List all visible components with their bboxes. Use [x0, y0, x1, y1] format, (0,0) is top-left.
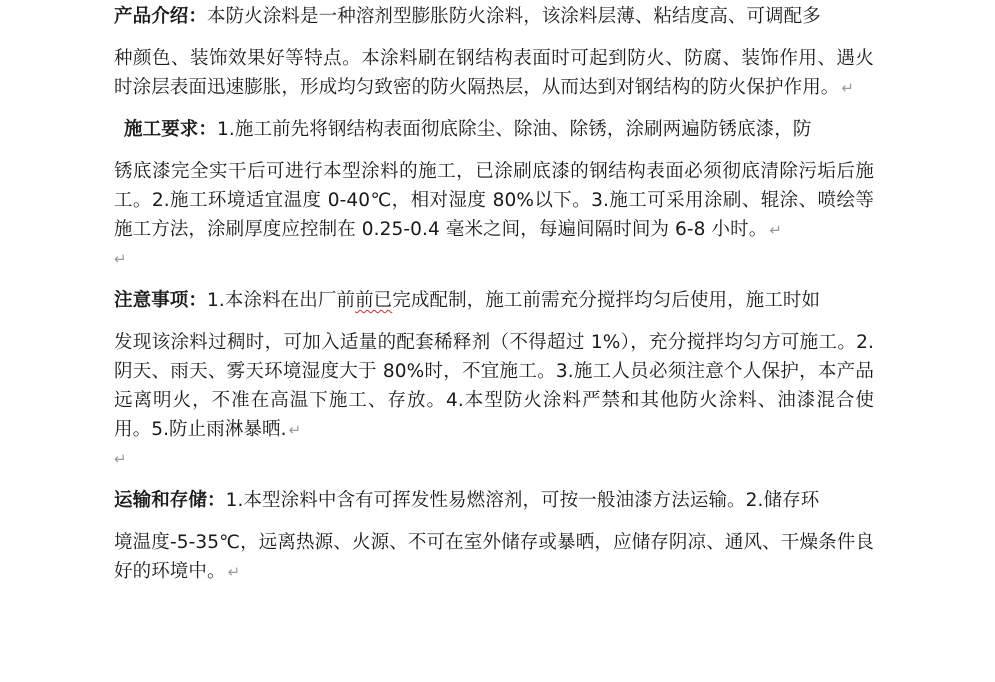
construction-heading: 施工要求：	[124, 119, 218, 140]
paragraph-construction[interactable]	[114, 115, 874, 245]
intro-heading: 产品介绍：	[114, 6, 208, 27]
paragraph-storage[interactable]	[114, 486, 874, 587]
construction-line1: 1.施工前先将钢结构表面彻底除尘、除油、除锈，涂刷两遍防锈底漆，防	[217, 119, 812, 140]
paragraph-intro[interactable]	[114, 2, 874, 103]
notes-heading: 注意事项：	[114, 290, 208, 311]
construction-first-line	[114, 115, 874, 144]
storage-heading: 运输和存储：	[114, 490, 226, 511]
intro-line1: 本防火涂料是一种溶剂型膨胀防火涂料，该涂料层薄、粘结度高、可调配多	[207, 6, 821, 27]
empty-paragraph[interactable]	[114, 445, 874, 474]
storage-body: 境温度-5-35℃，远离热源、火源、不可在室外储存或暴晒，应储存阴凉、通风、干燥条件良好的环境中。	[114, 532, 874, 582]
notes-line1-a: 1.本涂料在出厂前	[207, 290, 356, 311]
storage-line1: 1.本型涂料中含有可挥发性易燃溶剂，可按一般油漆方法运输。2.储存环	[225, 490, 820, 511]
empty-paragraph[interactable]	[114, 245, 874, 274]
storage-first-line	[114, 486, 874, 515]
spelling-error-mark[interactable]: 前已	[355, 290, 393, 311]
paragraph-notes[interactable]	[114, 286, 874, 445]
paragraph-mark-icon: ↵	[769, 221, 783, 239]
intro-first-line	[114, 2, 874, 31]
notes-first-line	[114, 286, 874, 315]
paragraph-mark-icon: ↵	[114, 250, 127, 268]
document-page	[114, 2, 874, 587]
notes-line1-b: 完成配制，施工前需充分搅拌均匀后使用，施工时如	[392, 290, 821, 311]
paragraph-mark-icon: ↵	[114, 450, 127, 468]
intro-body: 种颜色、装饰效果好等特点。本涂料刷在钢结构表面时可起到防火、防腐、装饰作用、遇火时涂层表面迅速膨胀，形成均匀致密的防火隔热层，从而达到对钢结构的防火保护作用。	[114, 48, 874, 98]
paragraph-mark-icon: ↵	[227, 563, 241, 581]
notes-body: 发现该涂料过稠时，可加入适量的配套稀释剂（不得超过 1%），充分搅拌均匀方可施工。2.阴天、雨天、雾天环境湿度大于 80%时，不宜施工。3.施工人员必须注意个人保护，本产品远离明火，不准在高温下施工、存放。4.本型防火涂料严禁和其他防火涂料、油漆混合使用。5.防止雨淋暴晒.	[114, 332, 874, 440]
paragraph-mark-icon: ↵	[288, 421, 302, 439]
paragraph-mark-icon: ↵	[841, 79, 855, 97]
construction-body: 锈底漆完全实干后可进行本型涂料的施工，已涂刷底漆的钢结构表面必须彻底清除污垢后施工。2.施工环境适宜温度 0-40℃，相对湿度 80%以下。3.施工可采用涂刷、辊涂、喷绘等施工方法，涂刷厚度应控制在 0.25-0.4 毫米之间，每遍间隔时间为 6-8 小时。	[114, 161, 874, 240]
